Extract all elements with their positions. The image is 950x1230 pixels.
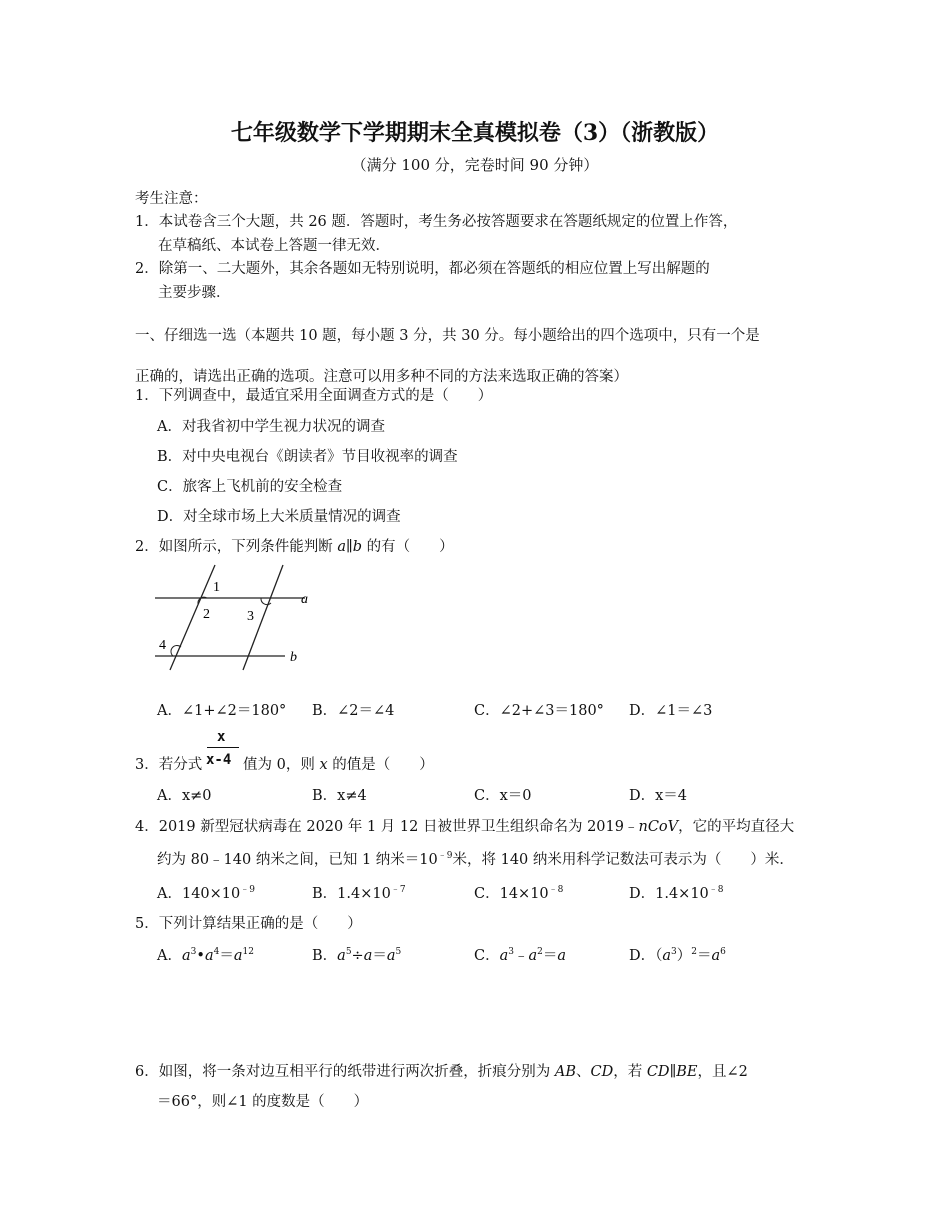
angle-1-label: 1	[213, 580, 220, 595]
notice-item-2-cont: 主要步骤．	[158, 285, 231, 301]
line-a-label: a	[301, 592, 308, 607]
question-4-stem-line-1: 4．2019 新型冠状病毒在 2020 年 1 月 12 日被世界卫生组织命名为 2019﹣nCoV，它的平均直径大	[135, 819, 795, 835]
question-2-option-a: A．∠1+∠2＝180°	[157, 703, 287, 719]
notice-item-2: 2．除第一、二大题外，其余各题如无特别说明，都必须在答题纸的相应位置上写出解题的	[135, 261, 710, 277]
fraction-numerator: x	[217, 729, 226, 745]
section-1-instructions: 正确的，请选出正确的选项。注意可以用多种不同的方法来选取正确的答案）	[135, 369, 628, 385]
angle-2-label: 2	[203, 607, 210, 622]
page-title: 七年级数学下学期期末全真模拟卷（3）（浙教版）	[230, 120, 720, 146]
parallel-lines-figure	[150, 560, 310, 675]
question-5-option-a: A．$a^3•a^4=a^{12}$	[157, 947, 254, 964]
question-1-stem: 1．下列调查中，最适宜采用全面调查方式的是（ ）	[135, 388, 493, 404]
question-2-option-c: C．∠2+∠3＝180°	[474, 703, 604, 719]
question-3-option-a: A．x≠0	[157, 788, 212, 804]
angle-3-label: 3	[247, 609, 254, 624]
notice-item-1-cont: 在草稿纸、本试卷上答题一律无效．	[158, 238, 390, 254]
question-2-stem: 2．如图所示，下列条件能判断 a∥b 的有（ ）	[135, 539, 454, 555]
question-5-option-b: B．$a^5\div a=a^5$	[312, 947, 402, 964]
question-3-stem: 值为 0，则 x 的值是（ ）	[243, 757, 434, 773]
question-5-option-d: D．$(a^3)^2=a^6$	[629, 947, 726, 964]
question-3-option-c: C．x＝0	[474, 788, 532, 804]
question-4-option-c: C．$14\times 10^{﹣8}$	[474, 885, 564, 902]
question-6-stem-line-1: 6．如图，将一条对边互相平行的纸带进行两次折叠，折痕分别为 AB、CD，若 CD∥BE，且∠2	[135, 1064, 748, 1080]
question-2-option-d: D．∠1＝∠3	[629, 703, 713, 719]
question-3-stem-prefix: 3．若分式	[135, 757, 203, 773]
question-4-option-b: B．$1.4\times 10^{﹣7}$	[312, 885, 406, 902]
page-subtitle: （满分 100 分，完卷时间 90 分钟）	[351, 156, 599, 174]
angle-4-label: 4	[159, 638, 166, 653]
question-4-option-a: A．$140\times 10^{﹣9}$	[157, 885, 255, 902]
fraction-bar	[207, 747, 239, 748]
question-5-option-c: C．$a^3﹣a^2=a$	[474, 947, 567, 964]
question-6-stem-line-2: ＝66°，则∠1 的度数是（ ）	[157, 1094, 369, 1110]
notice-item-1: 1．本试卷含三个大题，共 26 题．答题时，考生务必按答题要求在答题纸规定的位置上作答，	[135, 214, 738, 230]
question-3-option-d: D．x＝4	[629, 788, 688, 804]
question-1-option-b: B．对中央电视台《朗读者》节目收视率的调查	[157, 449, 458, 465]
question-1-option-c: C．旅客上飞机前的安全检查	[157, 479, 343, 495]
notice-heading: 考生注意：	[135, 191, 208, 207]
question-5-stem: 5．下列计算结果正确的是（ ）	[135, 916, 362, 932]
question-1-option-d: D．对全球市场上大米质量情况的调查	[157, 509, 401, 525]
section-1-heading: 一、仔细选一选（本题共 10 题，每小题 3 分，共 30 分。每小题给出的四个选项中，只有一个是	[135, 328, 760, 344]
fraction-denominator: x-4	[206, 752, 232, 768]
line-b-label: b	[290, 650, 297, 665]
question-1-option-a: A．对我省初中学生视力状况的调查	[157, 419, 385, 435]
question-2-option-b: B．∠2＝∠4	[312, 703, 395, 719]
question-4-option-d: D．$1.4\times 10^{﹣8}$	[629, 885, 724, 902]
question-4-stem-line-2: 约为 80﹣140 纳米之间，已知 1 纳米$=10^{﹣9}$米，将 140 纳米用科学记数法可表示为（ ）米．	[157, 851, 794, 868]
question-3-option-b: B．x≠4	[312, 788, 367, 804]
